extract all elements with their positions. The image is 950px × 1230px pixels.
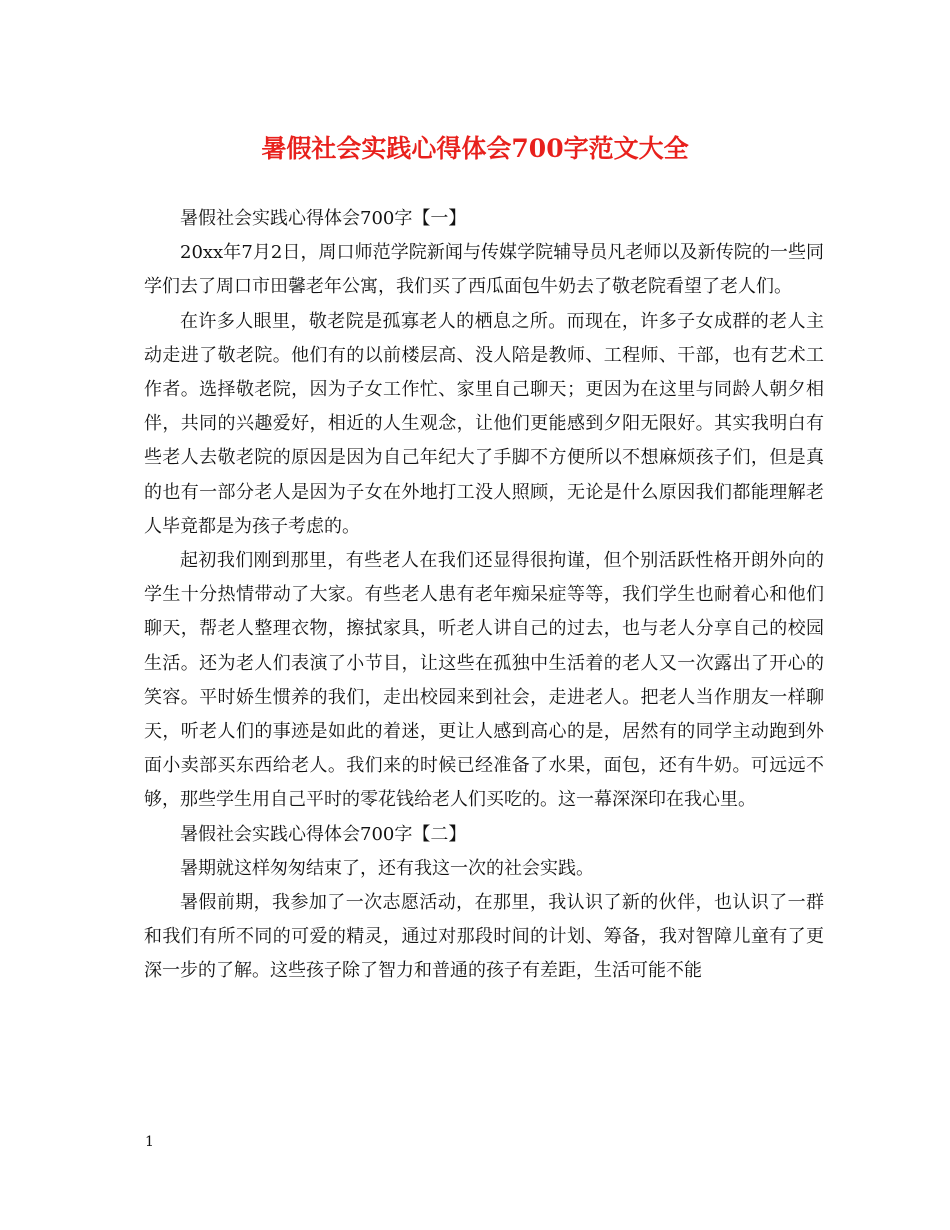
document-title: 暑假社会实践心得体会700字范文大全 [261,134,689,163]
paragraph-3: 起初我们刚到那里，有些老人在我们还显得很拘谨，但个别活跃性格开朗外向的学生十分热情带动了大家。有些老人患有老年痴呆症等等，我们学生也耐着心和他们聊天，帮老人整理衣物，擦拭家具，听老人讲自己的过去，也与老人分享自己的校园生活。还为老人们表演了小节目，让这些在孤独中生活着的老人又一次露出了开心的笑容。平时娇生惯养的我们，走出校园来到社会，走进老人。把老人当作朋友一样聊天，听老人们的事迹是如此的着迷，更让人感到高心的是，居然有的同学主动跑到外面小卖部买东西给老人。我们来的时候已经准备了水果，面包，还有牛奶。可远远不够，那些学生用自己平时的零花钱给老人们买吃的。这一幕深深印在我心里。 [144,550,824,811]
paragraph-2: 在许多人眼里，敬老院是孤寡老人的栖息之所。而现在，许多子女成群的老人主动走进了敬老院。他们有的以前楼层高、没人陪是教师、工程师、干部，也有艺术工作者。选择敬老院，因为子女工作忙、家里自己聊天；更因为在这里与同龄人朝夕相伴，共同的兴趣爱好，相近的人生观念，让他们更能感到夕阳无限好。其实我明白有些老人去敬老院的原因是因为自己年纪大了手脚不方便所以不想麻烦孩子们，但是真的也有一部分老人是因为子女在外地打工没人照顾，无论是什么原因我们都能理解老人毕竟都是为孩子考虑的。 [144,310,824,537]
page-number: 1 [145,1134,154,1150]
section-heading-1: 暑假社会实践心得体会700字【一】 [180,208,467,229]
section-heading-2: 暑假社会实践心得体会700字【二】 [180,823,467,845]
paragraph-1: 20xx年7月2日，周口师范学院新闻与传媒学院辅导员凡老师以及新传院的一些同学们去了周口市田馨老年公寓，我们买了西瓜面包牛奶去了敬老院看望了老人们。 [144,242,824,298]
paragraph-4: 暑期就这样匆匆结束了，还有我这一次的社会实践。 [180,857,594,879]
paragraph-5: 暑假前期，我参加了一次志愿活动，在那里，我认识了新的伙伴，也认识了一群和我们有所不同的可爱的精灵，通过对那段时间的计划、筹备，我对智障儿童有了更深一步的了解。这些孩子除了智力和普通的孩子有差距，生活可能不能 [144,892,824,982]
document-body [144,202,824,989]
